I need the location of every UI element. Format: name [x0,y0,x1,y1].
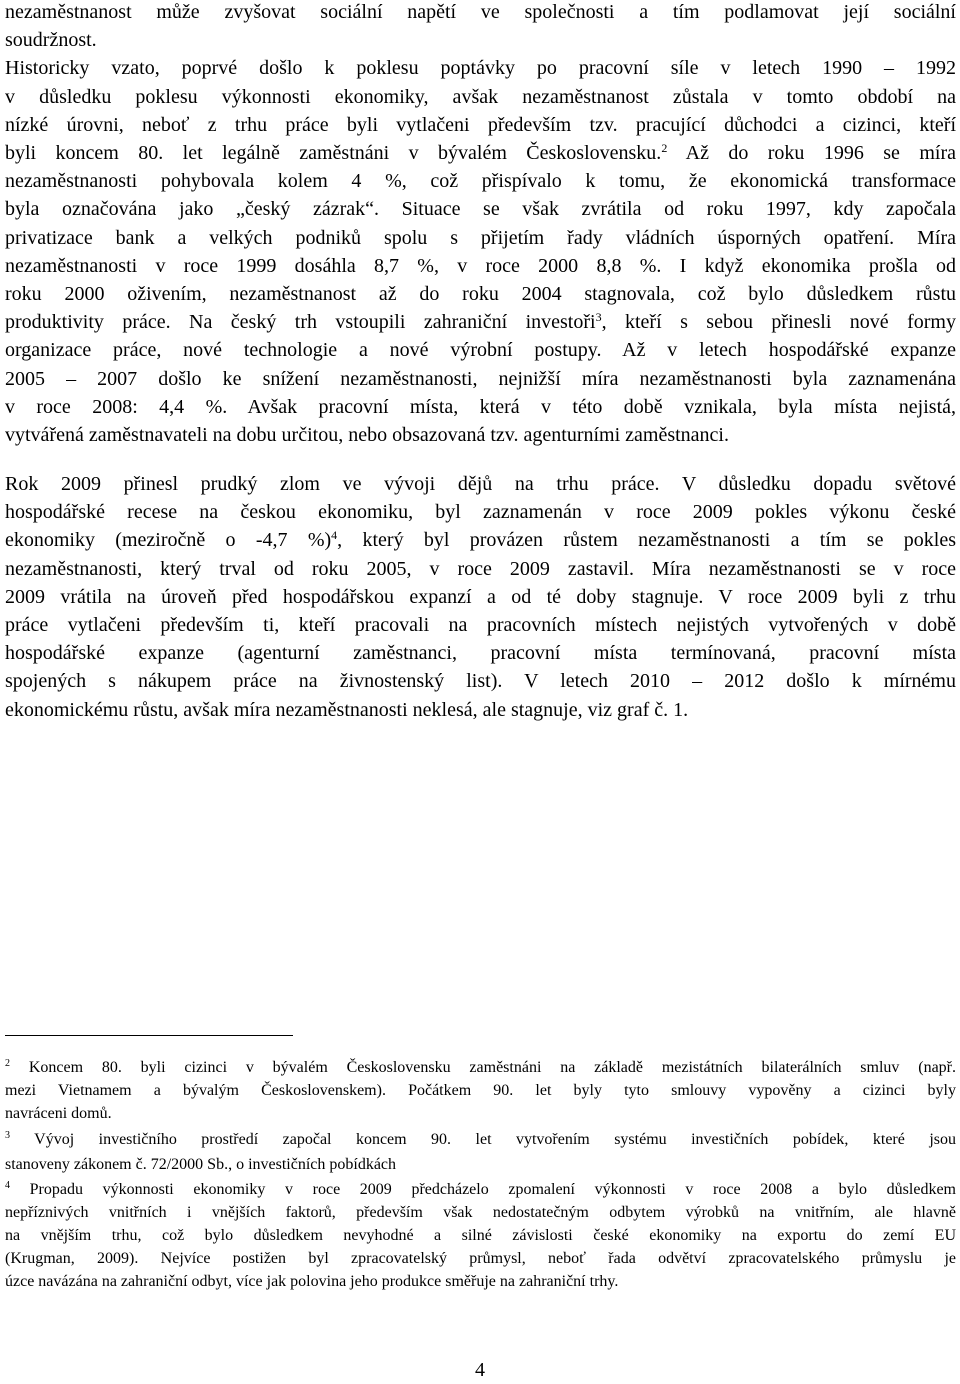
footnote-line [5,1081,956,1102]
text-run: 2009 vrátila na úroveň před hospodářskou expanzí a od té doby stagnuje. V roce 2009 byli z trhu [5,585,956,608]
footnote-text: Koncem 80. byli cizinci v bývalém Československu zaměstnáni na základě mezistátních bilaterálních smluv (např. [10,1059,956,1076]
text-run: ekonomickému růstu, avšak míra nezaměstnanosti neklesá, ale stagnuje, viz graf č. 1. [5,698,689,721]
footnote-line [5,1155,956,1176]
body-line [5,395,956,423]
body-line [5,423,956,451]
body-line [5,528,956,556]
body-line [5,282,956,310]
text-run: v důsledku poklesu výkonnosti ekonomiky, avšak nezaměstnanost zůstala v tomto období na [5,85,956,108]
footnote-reference: 2 [661,141,668,155]
body-line [5,698,956,726]
body-line [5,641,956,669]
footnote-line [5,1226,956,1247]
text-run: mezi Vietnamem a bývalým Československem). Počátkem 90. let byly tyto smlouvy vypověny a cizinci byly [5,1082,956,1099]
text-run: produktivity práce. Na český trh vstoupili zahraniční investoři [5,311,596,334]
text-run: nízké úrovni, neboť z trhu práce byli vytlačeni především tzv. pracující důchodci a cizinci, kteří [5,113,956,136]
body-line [5,197,956,225]
text-run: práce vytlačeni především ti, kteří pracovali na pracovních místech nejistých vytvořených v době [5,614,956,636]
text-run: byli koncem 80. let legálně zaměstnáni v bývalém Československu. [5,142,662,164]
footnote-text: Propadu výkonnosti ekonomiky v roce 2009 předcházelo zpomalení výkonnosti v roce 2008 a bylo důsledkem [10,1181,956,1198]
text-run: roku 2000 oživením, nezaměstnanost až do roku 2004 stagnovala, což bylo důsledkem růstu [5,283,956,305]
text-run: na vnějším trhu, což bylo důsledkem nevyhodné a silné závislosti české ekonomiky na exportu do zemí EU [5,1227,956,1244]
text-run: v roce 2008: 4,4 %. Avšak pracovní místa, která v této době vznikala, byla místa nejistá, [5,395,956,418]
footnote-marker: 2 [5,1058,10,1069]
text-run: navráceni domů. [5,1105,112,1122]
footnote-separator [5,1035,293,1036]
footnote-reference: 3 [595,310,602,325]
body-line [5,254,956,282]
body-line [5,338,956,366]
footnote-line [5,1272,956,1293]
text-run: nezaměstnanosti pohybovala kolem 4 %, což přispívalo k tomu, že ekonomická transformace [5,170,956,193]
text-run: soudržnost. [5,29,97,52]
text-run: spojených s nákupem práce na živnostenský list). V letech 2010 – 2012 došlo k mírnému [5,670,956,693]
body-line [5,0,956,28]
body-line [5,56,956,84]
text-run: hospodářské recese na českou ekonomiku, byl zaznamenán v roce 2009 pokles výkonu české [5,501,956,524]
text-run: ekonomiky (meziročně o -4,7 %) [5,529,332,552]
footnote-marker: 3 [5,1130,10,1141]
text-run: Až do roku 1996 se míra [667,142,956,164]
text-run: byla označována jako „český zázrak“. Situace se však zvrátila od roku 1997, kdy započala [5,198,956,221]
text-run: privatizace bank a velkých podniků spolu s přijetím řady vládních úsporných opatření. Míra [5,226,956,249]
page-number: 4 [475,1359,485,1381]
text-run: nepříznivých vnitřních i vnějších faktorů, především však nedostatečným odbytem výrobků na vnitřním, ale hlavně [5,1204,956,1221]
body-line [5,585,956,613]
footnote-line [5,1203,956,1224]
body-line [5,113,956,141]
footnote-marker: 4 [5,1180,10,1191]
text-run: nezaměstnanosti v roce 1999 dosáhla 8,7 %, v roce 2000 8,8 %. I když ekonomika prošla od [5,254,956,277]
text-run: vytvářená zaměstnavateli na dobu určitou, nebo obsazovaná tzv. agenturními zaměstnanci. [5,424,729,446]
text-run: , který byl provázen růstem nezaměstnanosti a tím se pokles [337,529,956,552]
text-run: Rok 2009 přinesl prudký zlom ve vývoji dějů na trhu práce. V důsledku dopadu světové [5,473,956,495]
body-line [5,613,956,641]
text-run: Historicky vzato, poprvé došlo k poklesu poptávky po pracovní síle v letech 1990 – 1992 [5,57,956,80]
text-run: nezaměstnanost může zvyšovat sociální napětí ve společnosti a tím podlamovat její sociální [5,1,956,23]
body-line [5,367,956,395]
footnote-line [5,1249,956,1270]
body-line [5,28,956,56]
text-run: hospodářské expanze (agenturní zaměstnanci, pracovní místa termínovaná, pracovní místa [5,642,956,665]
text-run: úzce navázána na zahraniční odbyt, více jak polovina jeho produkce směřuje na zahraniční trhy. [5,1273,619,1290]
body-line [5,669,956,697]
body-line [5,85,956,113]
text-run: 2005 – 2007 došlo ke snížení nezaměstnanosti, nejnižší míra nezaměstnanosti byla zaznamenána [5,367,956,390]
text-run: nezaměstnanosti, který trval od roku 2005, v roce 2009 zastavil. Míra nezaměstnanosti se v roce [5,557,956,580]
footnote-reference: 4 [331,528,338,543]
footnote-line [5,1104,956,1125]
body-line [5,310,956,338]
footnote-line [5,1058,956,1079]
footnote-line [5,1180,956,1201]
text-run: stanoveny zákonem č. 72/2000 Sb., o investičních pobídkách [5,1156,397,1173]
body-line [5,557,956,585]
body-line [5,226,956,254]
text-run: , kteří s sebou přinesli nové formy [601,311,956,334]
body-line [5,169,956,197]
footnote-text: Vývoj investičního prostředí započal koncem 90. let vytvořením systému investičních pobídek, které jsou [10,1131,956,1148]
body-line [5,472,956,500]
footnote-line [5,1130,956,1151]
body-line [5,500,956,528]
body-line [5,141,956,169]
text-run: (Krugman, 2009). Nejvíce postižen byl zpracovatelský průmysl, neboť řada odvětví zpracovatelského průmyslu je [5,1250,956,1267]
text-run: organizace práce, nové technologie a nové výrobní postupy. Až v letech hospodářské expanze [5,339,956,362]
